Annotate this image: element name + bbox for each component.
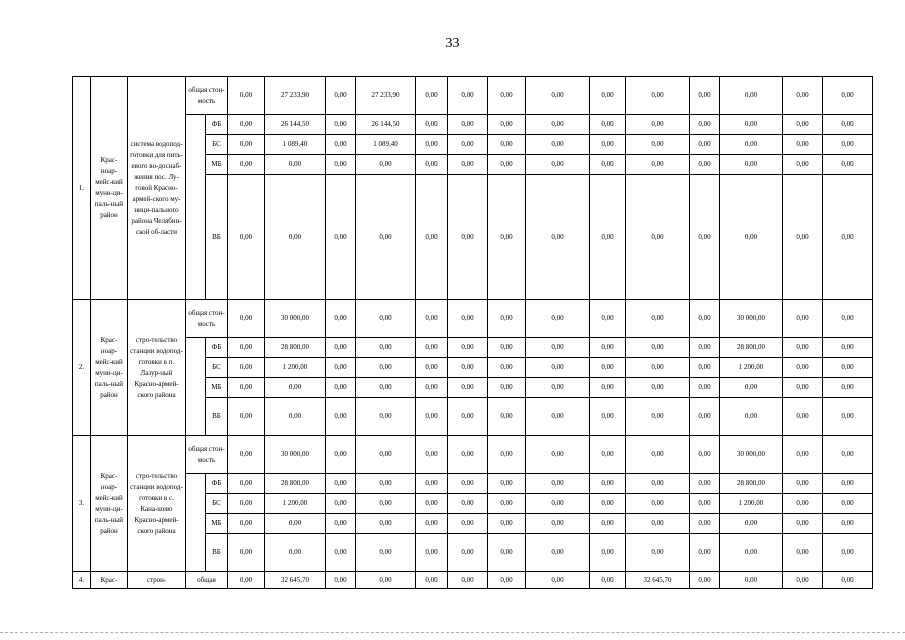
municipality-cell: Крас-ноар-мейс-кий муни-ци-паль-ный район [91, 436, 128, 572]
value-cell: 0,00 [590, 534, 626, 572]
value-cell: 0,00 [590, 474, 626, 494]
value-cell: 0,00 [526, 338, 590, 358]
value-cell: 0,00 [720, 77, 783, 115]
value-cell: 0,00 [526, 175, 590, 300]
value-cell: 0,00 [823, 115, 873, 135]
value-cell: 0,00 [416, 135, 448, 155]
value-cell: 28 800,00 [720, 474, 783, 494]
project-cell: стро-тельство станции водопод-готовки в с. Кана-шево Красно-армей-ского района [128, 436, 186, 572]
value-cell: 0,00 [690, 514, 720, 534]
value-cell: 0,00 [720, 175, 783, 300]
value-cell: 0,00 [526, 436, 590, 474]
total-label: общая стои-мость [186, 300, 228, 338]
budget-table [72, 76, 873, 589]
value-cell: 0,00 [823, 572, 873, 589]
value-cell: 0,00 [590, 514, 626, 534]
value-cell: 0,00 [416, 358, 448, 378]
value-cell: 0,00 [690, 115, 720, 135]
total-label: общая стои-мость [186, 436, 228, 474]
value-cell: 0,00 [823, 474, 873, 494]
value-cell: 0,00 [720, 155, 783, 175]
value-cell: 0,00 [720, 514, 783, 534]
row-number: 3. [73, 436, 91, 572]
source-row [73, 474, 873, 494]
value-cell: 0,00 [526, 358, 590, 378]
value-cell: 0,00 [590, 155, 626, 175]
value-cell: 0,00 [690, 436, 720, 474]
value-cell: 1 200,00 [265, 358, 326, 378]
value-cell: 26 144,50 [265, 115, 326, 135]
value-cell: 0,00 [416, 514, 448, 534]
source-row [73, 115, 873, 135]
value-cell: 0,00 [488, 474, 526, 494]
value-cell: 1 200,00 [720, 494, 783, 514]
value-cell: 0,00 [626, 358, 690, 378]
value-cell: 0,00 [228, 115, 265, 135]
value-cell: 1 089,40 [265, 135, 326, 155]
value-cell: 0,00 [590, 135, 626, 155]
funding-source: БС [206, 494, 228, 514]
value-cell: 0,00 [783, 494, 823, 514]
value-cell: 0,00 [823, 155, 873, 175]
value-cell: 0,00 [823, 135, 873, 155]
value-cell: 0,00 [626, 115, 690, 135]
value-cell: 0,00 [823, 77, 873, 115]
value-cell: 0,00 [488, 572, 526, 589]
value-cell: 0,00 [228, 135, 265, 155]
value-cell: 0,00 [448, 135, 488, 155]
value-cell: 30 000,00 [265, 436, 326, 474]
value-cell: 1 089,40 [356, 135, 416, 155]
scan-artifact-line [0, 632, 905, 633]
value-cell: 0,00 [416, 534, 448, 572]
funding-source: ВБ [206, 534, 228, 572]
value-cell: 0,00 [265, 378, 326, 398]
value-cell: 0,00 [690, 135, 720, 155]
value-cell: 0,00 [626, 494, 690, 514]
value-cell: 0,00 [783, 514, 823, 534]
value-cell: 0,00 [720, 398, 783, 436]
value-cell: 0,00 [783, 175, 823, 300]
value-cell: 0,00 [416, 77, 448, 115]
value-cell: 0,00 [228, 378, 265, 398]
partial-row [73, 572, 873, 589]
value-cell: 0,00 [488, 135, 526, 155]
value-cell: 0,00 [823, 534, 873, 572]
value-cell: 0,00 [590, 398, 626, 436]
value-cell: 0,00 [356, 572, 416, 589]
value-cell: 0,00 [590, 300, 626, 338]
value-cell: 0,00 [228, 494, 265, 514]
project-cell: строн- [128, 572, 186, 589]
value-cell: 0,00 [526, 115, 590, 135]
value-cell: 0,00 [448, 474, 488, 494]
total-label: общая [186, 572, 228, 589]
value-cell: 30 000,00 [720, 300, 783, 338]
value-cell: 0,00 [326, 436, 356, 474]
value-cell: 0,00 [626, 338, 690, 358]
value-cell: 0,00 [416, 398, 448, 436]
value-cell: 0,00 [823, 338, 873, 358]
value-cell: 0,00 [416, 494, 448, 514]
value-cell: 0,00 [265, 398, 326, 436]
value-cell: 0,00 [590, 436, 626, 474]
value-cell: 0,00 [488, 378, 526, 398]
value-cell: 0,00 [783, 398, 823, 436]
value-cell: 0,00 [356, 474, 416, 494]
funding-source: ВБ [206, 398, 228, 436]
value-cell: 0,00 [488, 115, 526, 135]
section-total-row [73, 300, 873, 338]
value-cell: 0,00 [326, 514, 356, 534]
value-cell: 0,00 [690, 398, 720, 436]
value-cell: 0,00 [526, 135, 590, 155]
value-cell: 0,00 [526, 378, 590, 398]
value-cell: 0,00 [526, 572, 590, 589]
value-cell: 0,00 [326, 358, 356, 378]
value-cell: 0,00 [448, 572, 488, 589]
row-number: 2. [73, 300, 91, 436]
value-cell: 0,00 [783, 534, 823, 572]
value-cell: 0,00 [448, 175, 488, 300]
funding-source: ФБ [206, 474, 228, 494]
value-cell: 0,00 [690, 338, 720, 358]
value-cell: 0,00 [228, 338, 265, 358]
value-cell: 0,00 [356, 494, 416, 514]
value-cell: 0,00 [590, 358, 626, 378]
value-cell: 0,00 [448, 398, 488, 436]
value-cell: 0,00 [626, 155, 690, 175]
value-cell: 0,00 [356, 534, 416, 572]
value-cell: 0,00 [356, 436, 416, 474]
value-cell: 0,00 [488, 514, 526, 534]
value-cell: 0,00 [590, 77, 626, 115]
value-cell: 0,00 [228, 77, 265, 115]
funding-source: ФБ [206, 338, 228, 358]
value-cell: 0,00 [448, 77, 488, 115]
value-cell: 0,00 [823, 358, 873, 378]
value-cell: 0,00 [326, 175, 356, 300]
value-cell: 0,00 [626, 175, 690, 300]
value-cell: 0,00 [356, 175, 416, 300]
value-cell: 0,00 [823, 378, 873, 398]
value-cell: 27 233,90 [265, 77, 326, 115]
value-cell: 0,00 [690, 358, 720, 378]
value-cell: 0,00 [783, 338, 823, 358]
value-cell: 0,00 [228, 514, 265, 534]
value-cell: 0,00 [526, 474, 590, 494]
value-cell: 0,00 [228, 436, 265, 474]
value-cell: 0,00 [783, 115, 823, 135]
value-cell: 0,00 [720, 135, 783, 155]
value-cell: 0,00 [690, 77, 720, 115]
value-cell: 0,00 [356, 398, 416, 436]
value-cell: 0,00 [590, 115, 626, 135]
value-cell: 0,00 [626, 534, 690, 572]
value-cell: 0,00 [720, 534, 783, 572]
funding-source: МБ [206, 155, 228, 175]
value-cell: 0,00 [590, 572, 626, 589]
value-cell: 0,00 [783, 155, 823, 175]
value-cell: 0,00 [783, 378, 823, 398]
value-cell: 0,00 [228, 474, 265, 494]
value-cell: 0,00 [326, 474, 356, 494]
value-cell: 0,00 [783, 135, 823, 155]
value-cell: 0,00 [783, 77, 823, 115]
value-cell: 0,00 [356, 514, 416, 534]
value-cell: 0,00 [326, 572, 356, 589]
value-cell: 0,00 [488, 358, 526, 378]
funding-source: МБ [206, 378, 228, 398]
value-cell: 0,00 [448, 514, 488, 534]
value-cell: 1 200,00 [265, 494, 326, 514]
value-cell: 0,00 [416, 378, 448, 398]
value-cell: 0,00 [416, 572, 448, 589]
section-total-row [73, 77, 873, 115]
value-cell: 0,00 [448, 155, 488, 175]
value-cell: 0,00 [265, 155, 326, 175]
value-cell: 0,00 [526, 155, 590, 175]
value-cell: 0,00 [448, 494, 488, 514]
value-cell: 0,00 [783, 474, 823, 494]
value-cell: 0,00 [326, 77, 356, 115]
value-cell: 0,00 [823, 398, 873, 436]
value-cell: 0,00 [448, 115, 488, 135]
value-cell: 0,00 [823, 175, 873, 300]
value-cell: 0,00 [626, 514, 690, 534]
value-cell: 0,00 [448, 378, 488, 398]
value-cell: 0,00 [823, 494, 873, 514]
value-cell: 0,00 [526, 398, 590, 436]
value-cell: 0,00 [690, 474, 720, 494]
value-cell: 0,00 [326, 135, 356, 155]
value-cell: 0,00 [416, 436, 448, 474]
value-cell: 30 000,00 [720, 436, 783, 474]
value-cell: 0,00 [690, 494, 720, 514]
section-total-row [73, 436, 873, 474]
value-cell: 0,00 [228, 300, 265, 338]
value-cell: 0,00 [228, 534, 265, 572]
value-cell: 0,00 [356, 300, 416, 338]
value-cell: 0,00 [326, 338, 356, 358]
row-number: 1. [73, 77, 91, 300]
value-cell: 0,00 [228, 358, 265, 378]
value-cell: 28 800,00 [720, 338, 783, 358]
value-cell: 0,00 [626, 77, 690, 115]
value-cell: 0,00 [228, 398, 265, 436]
value-cell: 0,00 [356, 338, 416, 358]
value-cell: 0,00 [265, 534, 326, 572]
value-cell: 0,00 [783, 300, 823, 338]
value-cell: 0,00 [356, 358, 416, 378]
inclusion-label-cell [186, 338, 206, 436]
value-cell: 0,00 [488, 338, 526, 358]
value-cell: 0,00 [590, 378, 626, 398]
funding-source: ФБ [206, 115, 228, 135]
value-cell: 0,00 [326, 378, 356, 398]
value-cell: 0,00 [356, 378, 416, 398]
value-cell: 0,00 [326, 398, 356, 436]
inclusion-label-cell [186, 115, 206, 300]
value-cell: 0,00 [590, 494, 626, 514]
value-cell: 0,00 [526, 77, 590, 115]
value-cell: 0,00 [326, 534, 356, 572]
value-cell: 0,00 [326, 155, 356, 175]
value-cell: 0,00 [526, 494, 590, 514]
value-cell: 0,00 [488, 436, 526, 474]
value-cell: 0,00 [823, 436, 873, 474]
value-cell: 0,00 [823, 514, 873, 534]
value-cell: 30 000,00 [265, 300, 326, 338]
value-cell: 0,00 [416, 155, 448, 175]
inclusion-label-cell [186, 474, 206, 572]
source-row [73, 338, 873, 358]
value-cell: 0,00 [690, 378, 720, 398]
value-cell: 0,00 [488, 175, 526, 300]
value-cell: 0,00 [690, 300, 720, 338]
value-cell: 0,00 [626, 378, 690, 398]
value-cell: 0,00 [448, 534, 488, 572]
value-cell: 26 144,50 [356, 115, 416, 135]
value-cell: 0,00 [416, 338, 448, 358]
value-cell: 0,00 [326, 494, 356, 514]
value-cell: 0,00 [720, 378, 783, 398]
value-cell: 0,00 [526, 514, 590, 534]
total-label: общая стои-мость [186, 77, 228, 115]
value-cell: 0,00 [783, 358, 823, 378]
value-cell: 0,00 [326, 300, 356, 338]
value-cell: 0,00 [356, 155, 416, 175]
value-cell: 0,00 [690, 155, 720, 175]
municipality-cell: Крас- [91, 572, 128, 589]
value-cell: 32 645,70 [626, 572, 690, 589]
value-cell: 0,00 [526, 534, 590, 572]
value-cell: 28 800,00 [265, 338, 326, 358]
value-cell: 0,00 [228, 155, 265, 175]
value-cell: 0,00 [416, 175, 448, 300]
value-cell: 0,00 [626, 300, 690, 338]
value-cell: 0,00 [526, 300, 590, 338]
value-cell: 28 800,00 [265, 474, 326, 494]
value-cell: 0,00 [626, 135, 690, 155]
value-cell: 0,00 [265, 514, 326, 534]
value-cell: 0,00 [823, 300, 873, 338]
project-cell: система водопод-готовки для пить-евого во-доснаб-жения пос. Лу-говой Красно-армей-ского му-ници-пального района Челябин-ской об-ласти [128, 77, 186, 300]
value-cell: 0,00 [228, 175, 265, 300]
value-cell: 1 200,00 [720, 358, 783, 378]
value-cell: 0,00 [448, 436, 488, 474]
value-cell: 0,00 [228, 572, 265, 589]
funding-source: БС [206, 135, 228, 155]
row-number: 4. [73, 572, 91, 589]
value-cell: 0,00 [488, 300, 526, 338]
funding-source: ВБ [206, 175, 228, 300]
value-cell: 0,00 [720, 572, 783, 589]
value-cell: 0,00 [590, 175, 626, 300]
value-cell: 0,00 [626, 436, 690, 474]
value-cell: 0,00 [488, 398, 526, 436]
value-cell: 0,00 [783, 572, 823, 589]
value-cell: 0,00 [690, 534, 720, 572]
value-cell: 0,00 [488, 534, 526, 572]
value-cell: 0,00 [448, 358, 488, 378]
value-cell: 0,00 [626, 398, 690, 436]
municipality-cell: Крас-ноар-мейс-кий муни-ци-паль-ный район [91, 300, 128, 436]
value-cell: 0,00 [690, 572, 720, 589]
value-cell: 0,00 [488, 77, 526, 115]
value-cell: 0,00 [265, 175, 326, 300]
value-cell: 0,00 [626, 474, 690, 494]
project-cell: стро-тельство станции водопод-готовки в п. Лазур-ный Красно-армей-ского района [128, 300, 186, 436]
value-cell: 0,00 [416, 474, 448, 494]
value-cell: 0,00 [326, 115, 356, 135]
value-cell: 27 233,90 [356, 77, 416, 115]
value-cell: 0,00 [488, 155, 526, 175]
value-cell: 0,00 [590, 338, 626, 358]
value-cell: 32 645,70 [265, 572, 326, 589]
municipality-cell: Крас-ноар-мейс-кий муни-ци-паль-ный район [91, 77, 128, 300]
value-cell: 0,00 [448, 338, 488, 358]
value-cell: 0,00 [690, 175, 720, 300]
value-cell: 0,00 [488, 494, 526, 514]
page-number: 33 [445, 36, 460, 51]
value-cell: 0,00 [448, 300, 488, 338]
value-cell: 0,00 [783, 436, 823, 474]
funding-source: БС [206, 358, 228, 378]
value-cell: 0,00 [720, 115, 783, 135]
funding-source: МБ [206, 514, 228, 534]
value-cell: 0,00 [416, 115, 448, 135]
value-cell: 0,00 [416, 300, 448, 338]
